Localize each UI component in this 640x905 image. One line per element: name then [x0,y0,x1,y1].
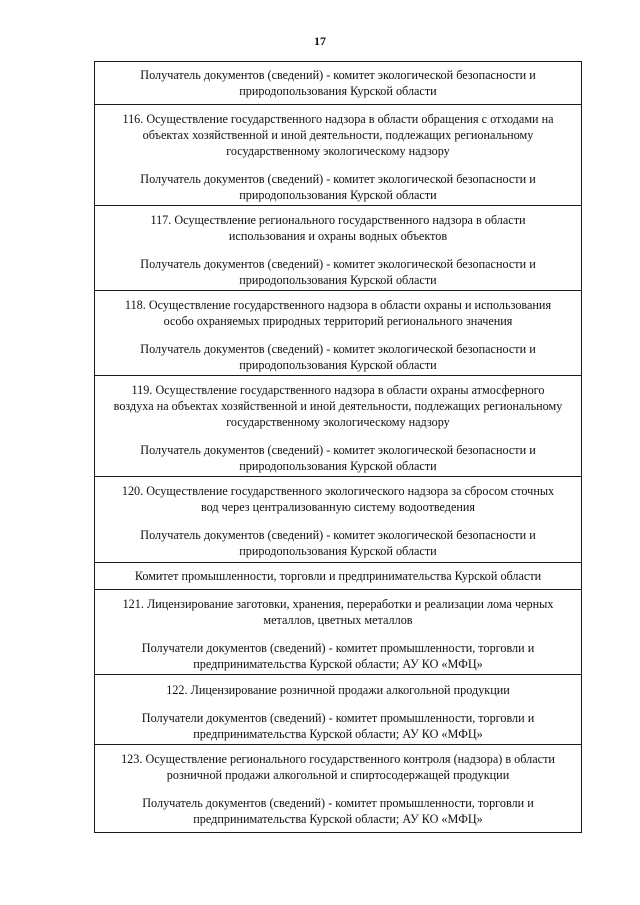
page-number: 17 [314,34,326,48]
service-line: использования и охраны водных объектов [228,229,448,243]
table-row [94,206,582,291]
table-row [94,105,582,206]
service-line: 120. Осуществление государственного экологического надзора за сбросом сточных [121,484,555,498]
recipient-line: Получатель документов (сведений) - комитет экологической безопасности и [140,528,536,542]
recipient-line: предпринимательства Курской области; АУ КО «МФЦ» [193,812,483,826]
service-line: государственному экологическому надзору [226,144,450,158]
table-row [94,590,582,675]
recipient-line: Получатель документов (сведений) - комитет экологической безопасности и [140,342,536,356]
service-line: особо охраняемых природных территорий регионального значения [163,314,513,328]
table-row [94,291,582,376]
table-row [94,745,582,833]
recipient-line: предпринимательства Курской области; АУ КО «МФЦ» [193,657,483,671]
recipient-line: природопользования Курской области [239,544,437,558]
recipient-line: природопользования Курской области [239,358,437,372]
recipient-line: природопользования Курской области [239,459,437,473]
recipient-line: природопользования Курской области [239,273,437,287]
service-line: 122. Лицензирование розничной продажи алкогольной продукции [166,683,510,697]
service-line: воздуха на объектах хозяйственной и иной деятельности, подлежащих региональному [113,399,563,413]
service-line: 118. Осуществление государственного надзора в области охраны и использования [124,298,552,312]
table-row [94,62,582,105]
recipient-line: Получатели документов (сведений) - комитет промышленности, торговли и [141,641,535,655]
recipient-line: предпринимательства Курской области; АУ КО «МФЦ» [193,727,483,741]
table-row [94,477,582,563]
service-line: вод через централизованную систему водоотведения [200,500,476,514]
service-line: 123. Осуществление регионального государственного контроля (надзора) в области [121,752,555,766]
table-row [94,675,582,745]
table-row [94,376,582,477]
section-heading-row [94,563,582,590]
service-line: государственному экологическому надзору [226,415,450,429]
recipient-line: Получатель документов (сведений) - комитет экологической безопасности и [140,257,536,271]
service-line: 121. Лицензирование заготовки, хранения, переработки и реализации лома черных [122,597,554,611]
service-line: 116. Осуществление государственного надзора в области обращения с отходами на [122,112,554,126]
recipient-line: Получатель документов (сведений) - комитет экологической безопасности и [140,172,536,186]
service-line: объектах хозяйственной и иной деятельности, подлежащих региональному [142,128,534,142]
recipient-line: природопользования Курской области [239,84,437,98]
service-line: розничной продажи алкогольной и спиртосодержащей продукции [166,768,510,782]
section-heading: Комитет промышленности, торговли и предпринимательства Курской области [134,569,542,583]
service-line: металлов, цветных металлов [263,613,413,627]
service-line: 119. Осуществление государственного надзора в области охраны атмосферного [131,383,545,397]
service-line: 117. Осуществление регионального государственного надзора в области [150,213,526,227]
recipient-line: Получатель документов (сведений) - комитет экологической безопасности и [140,68,536,82]
recipient-line: природопользования Курской области [239,188,437,202]
recipient-line: Получатель документов (сведений) - комитет экологической безопасности и [140,443,536,457]
recipient-line: Получатель документов (сведений) - комитет промышленности, торговли и [142,796,534,810]
recipient-line: Получатели документов (сведений) - комитет промышленности, торговли и [141,711,535,725]
services-table [94,61,582,833]
